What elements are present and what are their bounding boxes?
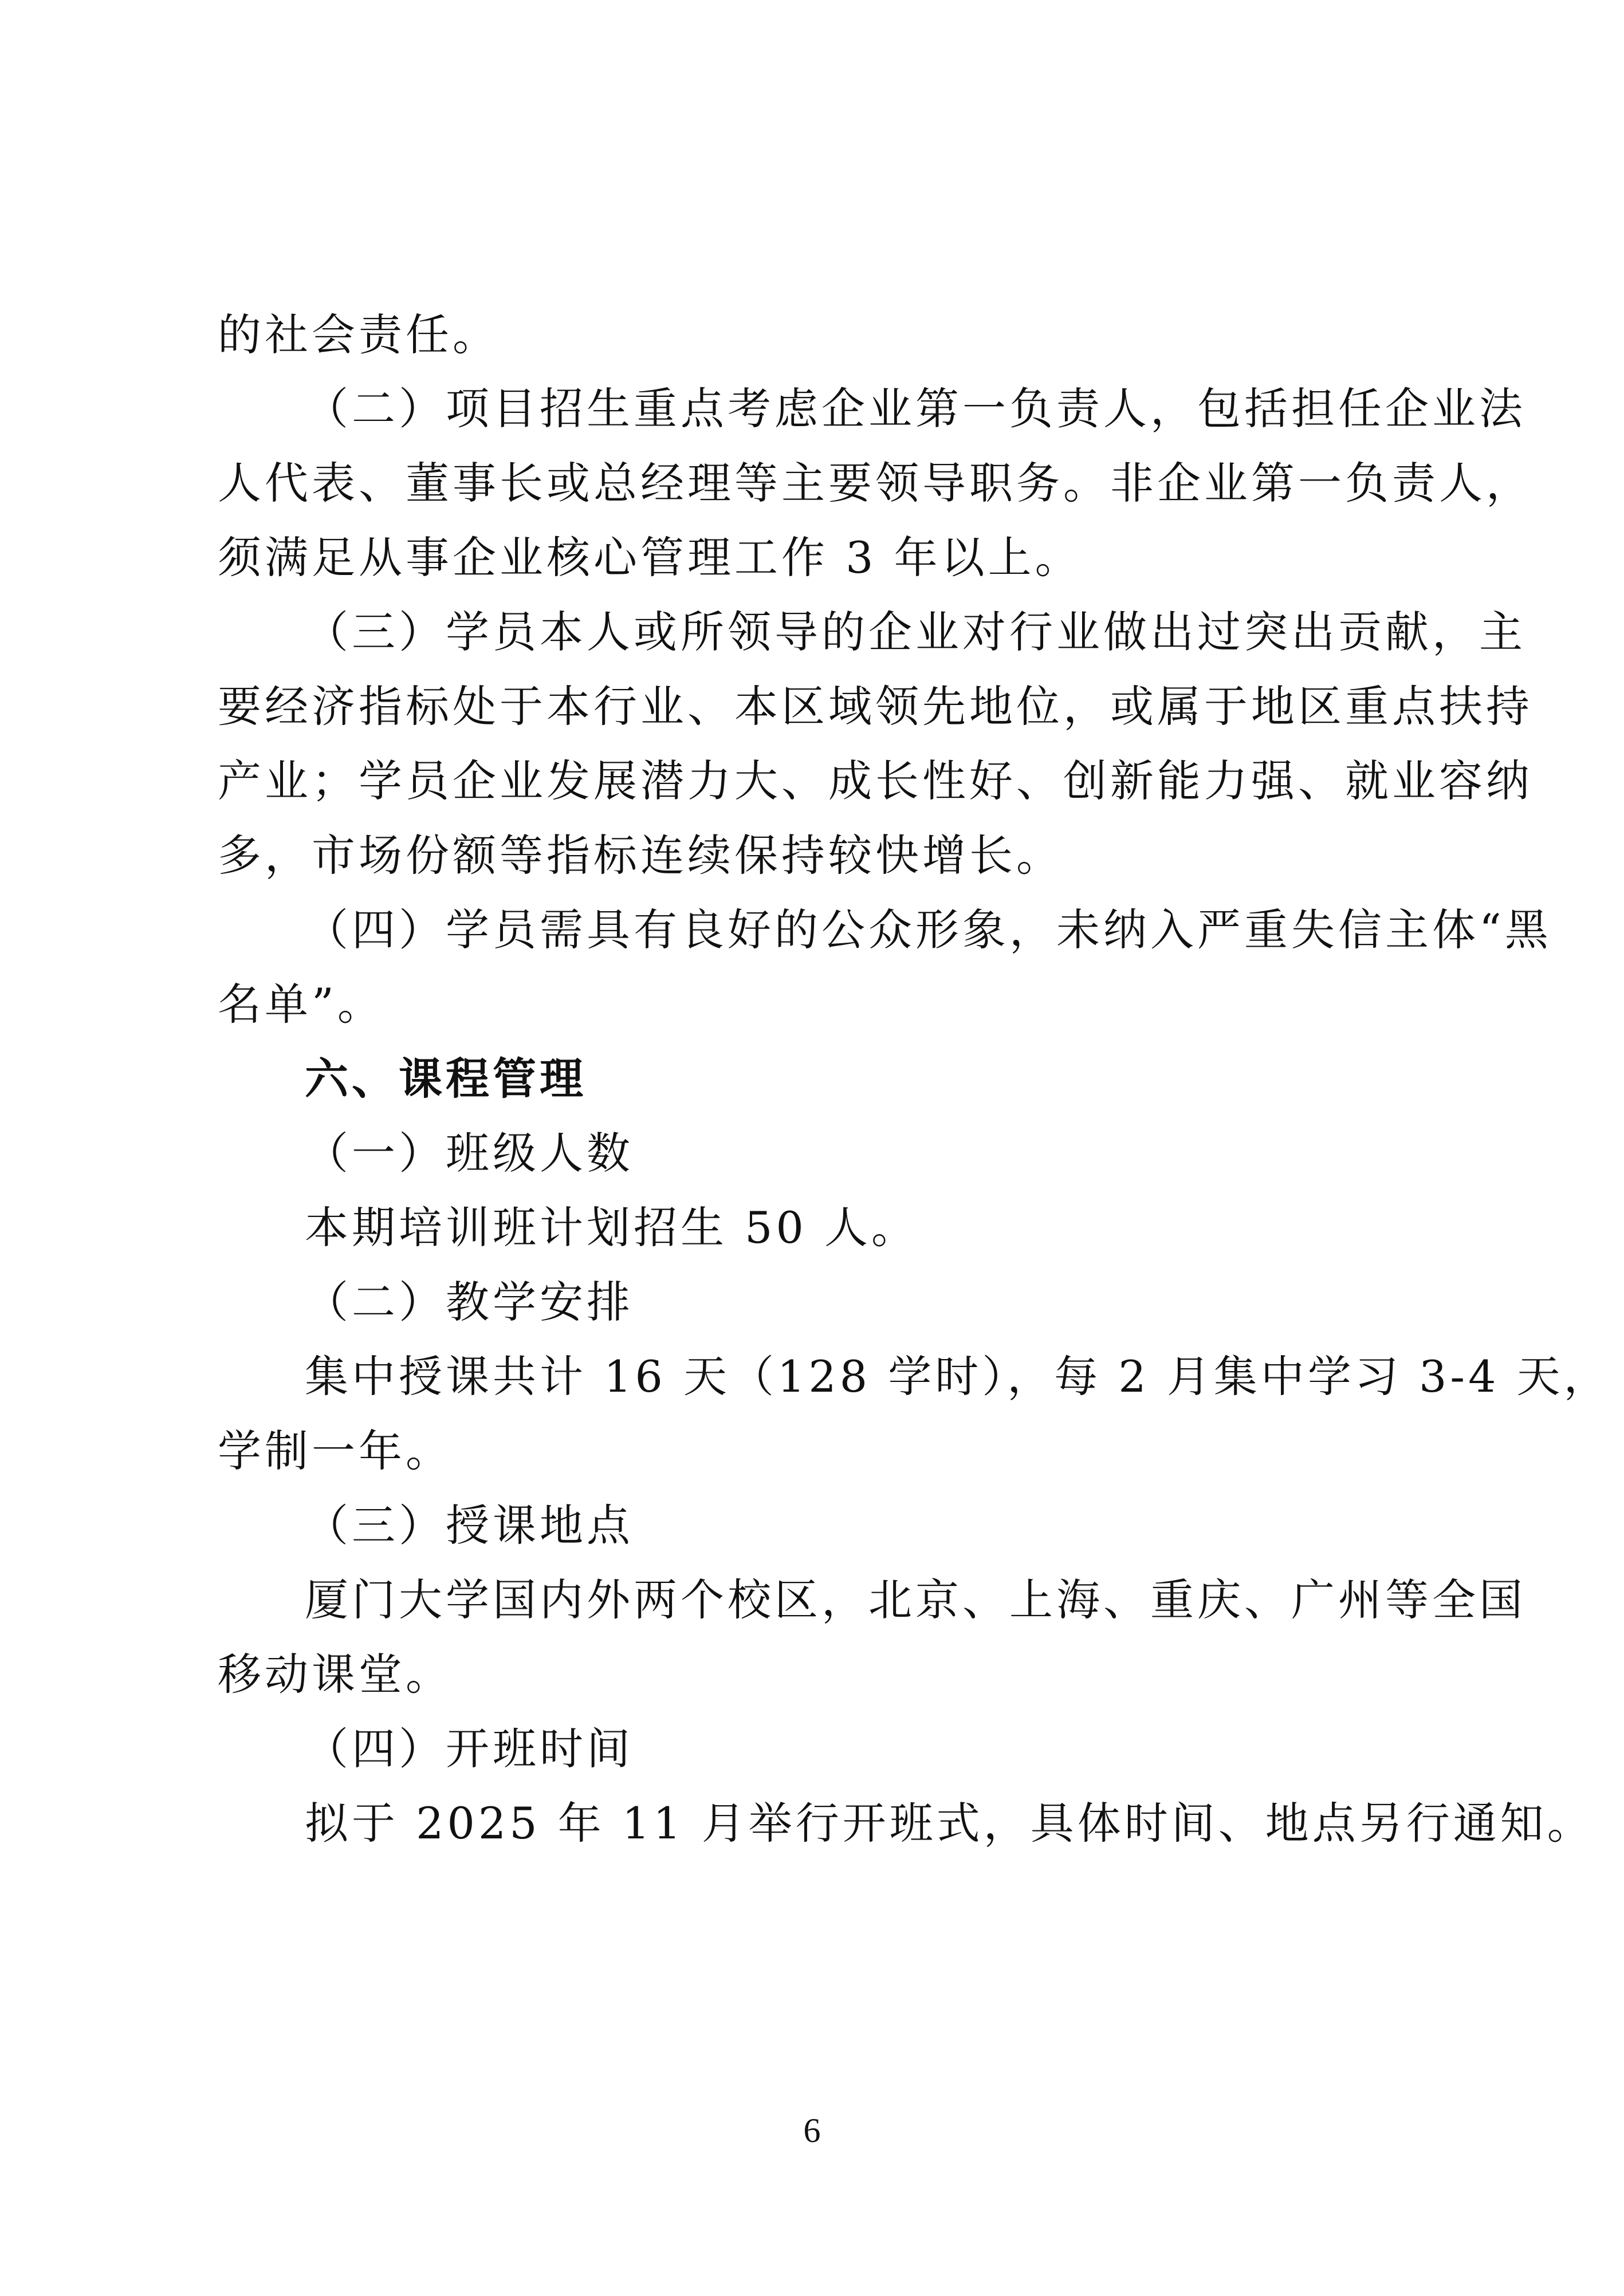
paragraph-line: 拟于 2025 年 11 月举行开班式，具体时间、地点另行通知。 xyxy=(305,1798,1594,1849)
subsection-heading: （三）授课地点 xyxy=(305,1500,634,1551)
subsection-heading: （一）班级人数 xyxy=(305,1128,634,1179)
paragraph-line: （三）学员本人或所领导的企业对行业做出过突出贡献，主 xyxy=(305,607,1526,657)
subsection-heading: （四）开班时间 xyxy=(305,1723,634,1774)
paragraph-line: （二）项目招生重点考虑企业第一负责人，包括担任企业法 xyxy=(305,383,1526,434)
paragraph-line: 学制一年。 xyxy=(218,1425,453,1476)
paragraph-line: 厦门大学国内外两个校区，北京、上海、重庆、广州等全国 xyxy=(305,1574,1526,1625)
paragraph-line: 要经济指标处于本行业、本区域领先地位，或属于地区重点扶持 xyxy=(218,681,1533,732)
paragraph-line: 人代表、董事长或总经理等主要领导职务。非企业第一负责人， xyxy=(218,458,1533,509)
subsection-heading: （二）教学安排 xyxy=(305,1277,634,1328)
paragraph-line: 多，市场份额等指标连续保持较快增长。 xyxy=(218,830,1063,881)
paragraph-line: 产业；学员企业发展潜力大、成长性好、创新能力强、就业容纳 xyxy=(218,755,1533,806)
paragraph-line: 名单”。 xyxy=(218,979,384,1030)
paragraph-line: 本期培训班计划招生 50 人。 xyxy=(305,1202,919,1253)
paragraph-line: 须满足从事企业核心管理工作 3 年以上。 xyxy=(218,532,1082,583)
paragraph-line: （四）学员需具有良好的公众形象，未纳入严重失信主体“黑 xyxy=(305,904,1552,955)
paragraph-line: 的社会责任。 xyxy=(218,309,500,360)
page-number: 6 xyxy=(803,2112,821,2149)
section-heading: 六、课程管理 xyxy=(305,1053,587,1104)
paragraph-line: 集中授课共计 16 天（128 学时），每 2 月集中学习 3-4 天， xyxy=(305,1351,1611,1402)
paragraph-line: 移动课堂。 xyxy=(218,1649,453,1700)
